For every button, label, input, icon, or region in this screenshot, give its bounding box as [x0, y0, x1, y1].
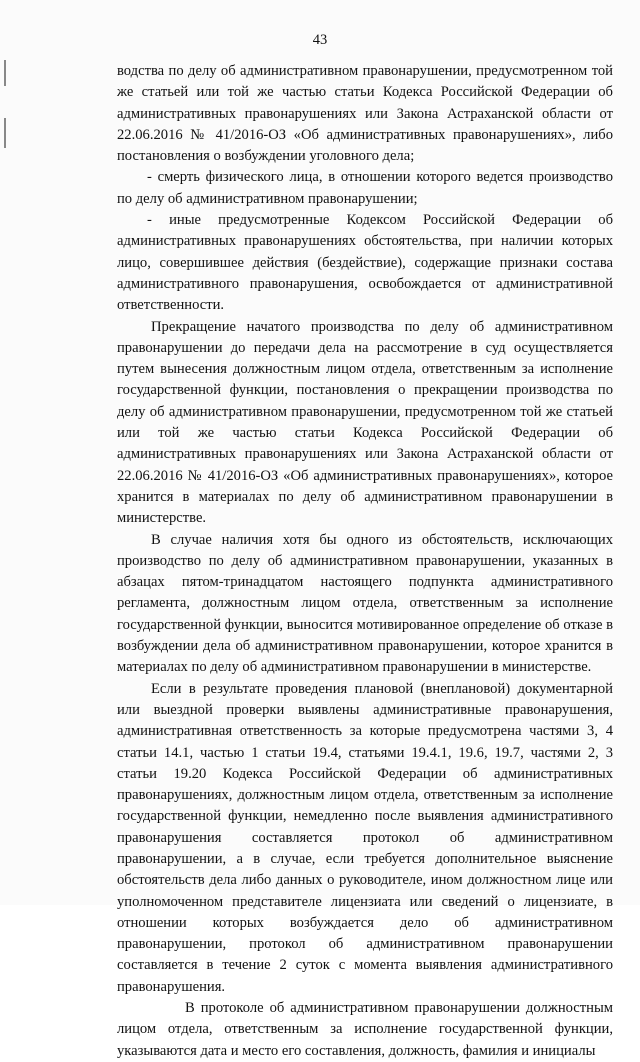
- paragraph-continuation: водства по делу об административном правонарушении, предусмотренном той же статьей или той же частью статьи Кодекса Российской Федерации об административных правонарушениях или Закона Астраханской области от 22.06.2016 № 41/2016-ОЗ «Об административных правонарушениях», либо постановления о возбуждении уголовного дела;: [117, 63, 613, 165]
- paragraph-inspection-results: Если в результате проведения плановой (внеплановой) документарной или выездной проверки выявлены административные правонарушения, административная ответственность за которые предусмотрена частями 3, 4 статьи 14.1, частью 1 статьи 19.4, статьями 19.4.1, 19.6, 19.7, частями 2, 3 статьи 19.20 Кодекса Российской Федерации об административных правонарушениях, должностным лицом отдела, ответственным за исполнение государственной функции, немедленно после выявления административного правонарушения составляется протокол об административном правонарушении, а в случае, если требуется дополнительное выяснение обстоятельств дела либо данных о руководителе, ином должностном лице или уполномоченном представителе лицензиата или сведений о лицензиате, в отношении которых возбуждается дело об административном правонарушении, протокол об административном правонарушении составляется в течение 2 суток с момента выявления административного правонарушения.: [117, 680, 613, 995]
- paragraph-refusal: В случае наличия хотя бы одного из обстоятельств, исключающих производство по делу об административном правонарушении, указанных в абзацах пятом-тринадцатом настоящего подпункта административного регламента, должностным лицом отдела, ответственным за исполнение государственной функции, выносится мотивированное определение об отказе в возбуждении дела об административном правонарушении, которое хранится в материалах по делу об административном правонарушении в министерстве.: [117, 531, 613, 676]
- margin-mark: [4, 60, 6, 86]
- paragraph-termination: Прекращение начатого производства по делу об административном правонарушении до передачи дела на рассмотрение в суд осуществляется путем вынесения должностным лицом отдела, ответственным за исполнение государственной функции, постановления о прекращении производства по делу об административном правонарушении, предусмотренном той же статьей или той же частью статьи Кодекса Российской Федерации об административных правонарушениях или Закона Астраханской области от 22.06.2016 № 41/2016-ОЗ «Об административных правонарушениях», которое хранится в материалах по делу об административном правонарушении в министерстве.: [117, 318, 613, 527]
- document-body: [117, 61, 613, 1062]
- paragraph-protocol: В протоколе об административном правонарушении должностным лицом отдела, ответственным за исполнение государственной функции, указываются дата и место его составления, должность, фамилия и инициалы: [117, 1000, 613, 1059]
- page-number: 43: [312, 32, 328, 48]
- margin-mark: [4, 118, 6, 148]
- list-item-other-circumstances: - иные предусмотренные Кодексом Российской Федерации об административных правонарушениях обстоятельства, при наличии которых лицо, совершившее действия (бездействие), содержащие признаки состава административного правонарушения, освобождается от административной ответственности.: [117, 212, 613, 314]
- list-item-death: - смерть физического лица, в отношении которого ведется производство по делу об административном правонарушении;: [117, 169, 613, 207]
